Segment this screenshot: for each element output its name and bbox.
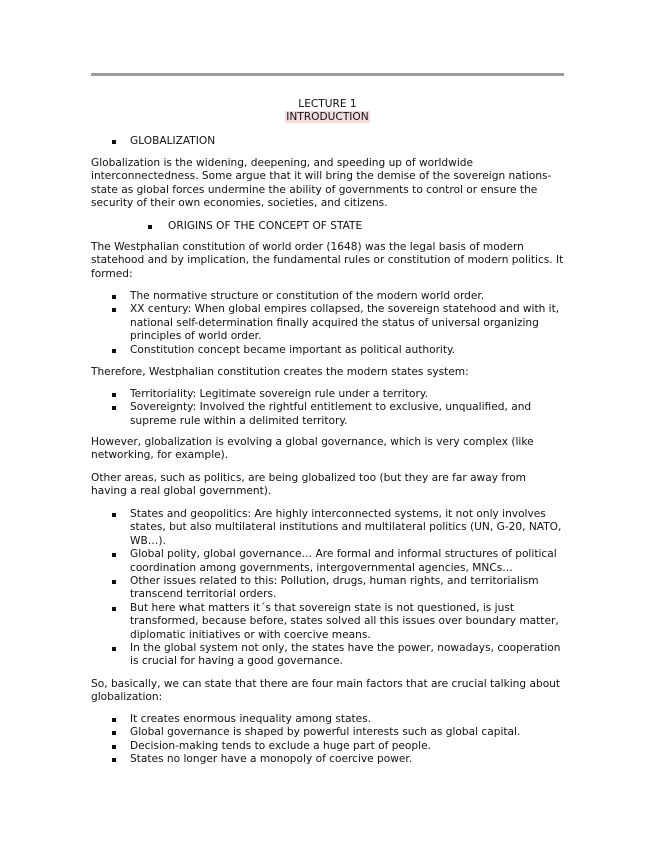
factors-list: [91, 713, 564, 767]
list-item: Territoriality: Legitimate sovereign rule under a territory.: [91, 388, 564, 401]
other-areas-paragraph: Other areas, such as politics, are being globalized too (but they are far away from having a real global government).: [91, 472, 527, 498]
list-item: Global polity, global governance… Are formal and informal structures of political coordination among governments, intergovernmental agencies, MNCs…: [91, 548, 564, 575]
list-item: States and geopolitics: Are highly interconnected systems, it not only involves states, but also multilateral institutions and multilateral politics (UN, G-20, NATO, WB…).: [91, 508, 564, 548]
list-item: Constitution concept became important as political authority.: [91, 344, 564, 357]
list-item: Global governance is shaped by powerful interests such as global capital.: [91, 726, 564, 739]
list-item: Sovereignty: Involved the rightful entitlement to exclusive, unqualified, and supreme rule within a delimited territory.: [91, 401, 564, 428]
so-basically-paragraph: So, basically, we can state that there are four main factors that are crucial talking about globalization:: [91, 678, 561, 704]
origins-paragraph: The Westphalian constitution of world order (1648) was the legal basis of modern statehood and by implication, the fundamental rules or constitution of modern politics. It formed:: [91, 241, 564, 280]
origins-heading-text: ORIGINS OF THE CONCEPT OF STATE: [168, 220, 363, 232]
section-title: INTRODUCTION: [286, 111, 369, 123]
list-item: But here what matters it´s that sovereign state is not questioned, is just transformed, because before, states solved all this issues over boundary matter, diplomatic initiatives or with coercive means.: [91, 602, 564, 642]
bullet-icon: [148, 225, 152, 229]
list-item: Decision-making tends to exclude a huge part of people.: [91, 740, 564, 753]
list-item: XX century: When global empires collapsed, the sovereign statehood and with it, national self-determination finally acquired the status of universal organizing principles of world order.: [91, 303, 564, 343]
list-item: It creates enormous inequality among states.: [91, 713, 564, 726]
list-item: The normative structure or constitution of the modern world order.: [91, 290, 564, 303]
list-item: States no longer have a monopoly of coercive power.: [91, 753, 564, 766]
origins-list: [91, 290, 564, 357]
globalization-heading-text: GLOBALIZATION: [130, 135, 216, 147]
lecture-title: LECTURE 1: [298, 98, 357, 110]
globalization-paragraph: Globalization is the widening, deepening, and speeding up of worldwide interconnectedness. Some argue that it will bring the demise of the sovereign nations-state as global forces undermine the ability of governments to control or ensure the security of their own economies, societies, and citizens.: [91, 157, 552, 210]
however-paragraph: However, globalization is evolving a global governance, which is very complex (like networking, for example).: [91, 436, 534, 462]
therefore-paragraph: Therefore, Westphalian constitution creates the modern states system:: [91, 366, 469, 378]
horizontal-rule: [91, 73, 564, 76]
bullet-icon: [112, 140, 116, 144]
list-item: In the global system not only, the states have the power, nowadays, cooperation is crucial for having a good governance.: [91, 642, 564, 669]
list-item: Other issues related to this: Pollution, drugs, human rights, and territorialism transcend territorial orders.: [91, 575, 564, 602]
states-system-list: [91, 388, 564, 428]
politics-list: [91, 508, 564, 669]
section-title-wrap: [91, 111, 564, 124]
